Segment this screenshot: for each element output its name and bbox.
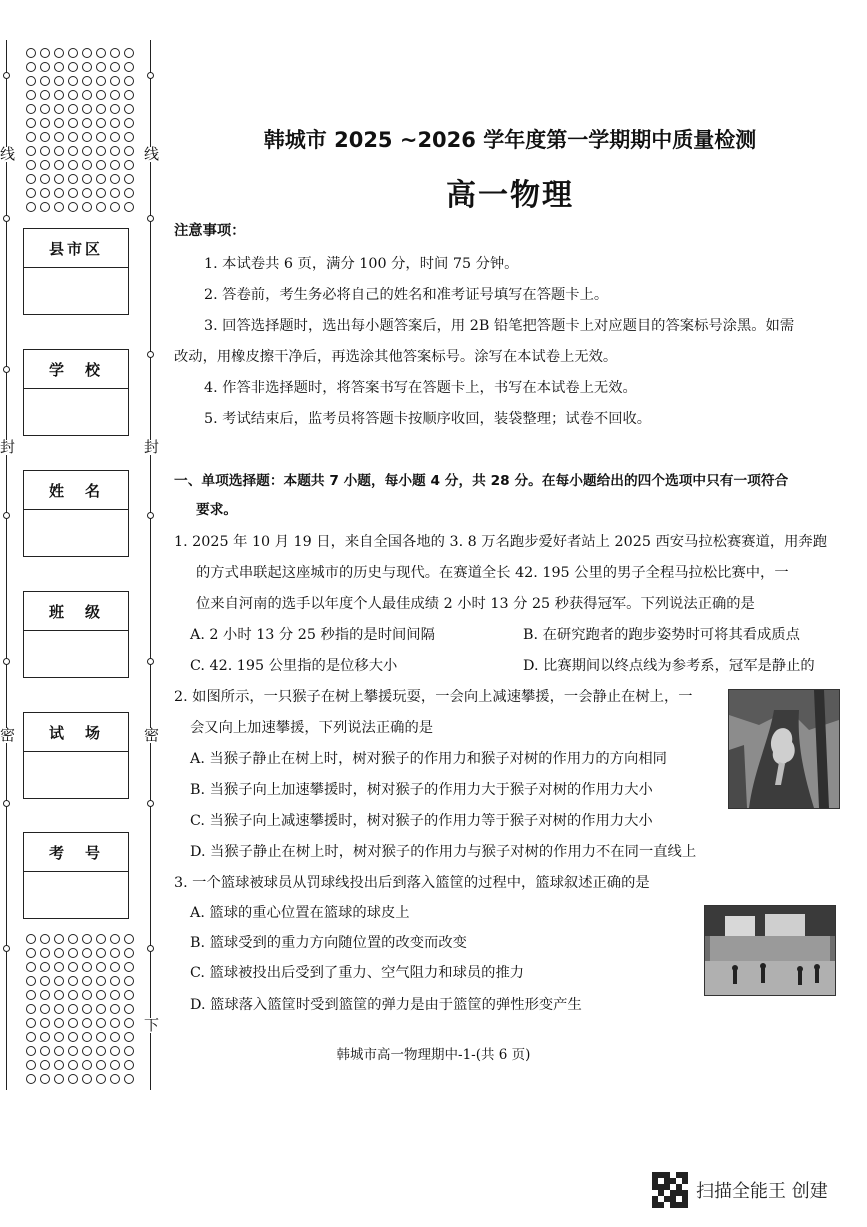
binding-dot [26,1074,36,1084]
binding-dot [26,146,36,156]
binding-line-left [6,40,7,1090]
binding-dot [54,188,64,198]
binding-dot [124,118,134,128]
binding-dot [26,62,36,72]
binding-dot [54,962,64,972]
binding-dot [110,132,120,142]
binding-dot [26,948,36,958]
binding-dot [26,76,36,86]
binding-hole [3,366,10,373]
q2-stem: 会又向上加速攀援，下列说法正确的是 [190,720,434,736]
binding-dot [124,976,134,986]
binding-dot [82,948,92,958]
binding-dot [96,104,106,114]
binding-dot [54,976,64,986]
binding-dot [40,1032,50,1042]
binding-dot [68,104,78,114]
binding-dot [26,188,36,198]
binding-hole [147,72,154,79]
q2-stem: 2. 如图所示，一只猴子在树上攀援玩耍，一会向上减速攀援，一会静止在树上，一 [174,689,693,705]
monkey-tree-image [729,690,839,808]
binding-char-feng: 封 [144,438,160,456]
binding-dot [96,990,106,1000]
binding-dot [82,76,92,86]
note-item: 2. 答卷前，考生务必将自己的姓名和准考证号填写在答题卡上。 [204,287,609,303]
binding-dot [68,160,78,170]
binding-dot [96,174,106,184]
binding-dot [110,160,120,170]
binding-dot [54,118,64,128]
subject-title: 高一物理 [446,178,574,213]
binding-dot [110,1018,120,1028]
binding-dot [40,188,50,198]
note-item: 3. 回答选择题时，选出每小题答案后，用 2B 铅笔把答题卡上对应题目的答案标号涂黑。如需 [204,318,795,334]
binding-dot [40,48,50,58]
binding-hole [3,658,10,665]
binding-dot [40,1074,50,1084]
binding-dot [26,132,36,142]
binding-dot [40,174,50,184]
binding-dot [54,934,64,944]
binding-dot [124,76,134,86]
q3-option-d: D. 篮球落入篮筐时受到篮筐的弹力是由于篮筐的弹性形变产生 [190,997,582,1013]
binding-dot [96,62,106,72]
field-exam-room [23,712,129,799]
binding-dot [26,90,36,100]
binding-dot [96,188,106,198]
binding-hole [147,658,154,665]
basketball-court-image [705,906,835,995]
binding-dot [124,1074,134,1084]
q1-option-b: B. 在研究跑者的跑步姿势时可将其看成质点 [523,627,800,643]
binding-dot [54,90,64,100]
field-county-label: 县市区 [24,229,128,268]
q2-option-c: C. 当猴子向上减速攀援时，树对猴子的作用力等于猴子对树的作用力大小 [190,813,653,829]
binding-dot [96,90,106,100]
monkey-tree-photo [728,689,840,809]
binding-dot [110,934,120,944]
binding-dot [68,1004,78,1014]
q2-option-d: D. 当猴子静止在树上时，树对猴子的作用力与猴子对树的作用力不在同一直线上 [190,844,697,860]
binding-dot [26,976,36,986]
notes-heading: 注意事项： [174,223,246,239]
binding-dot [40,1004,50,1014]
binding-dot [124,62,134,72]
binding-dot [68,146,78,156]
binding-dot [110,202,120,212]
binding-dot [82,1004,92,1014]
binding-dot [124,48,134,58]
field-school [23,349,129,436]
binding-dot [110,188,120,198]
binding-dot [26,1032,36,1042]
binding-dot [110,118,120,128]
binding-dot [110,146,120,156]
binding-dot [54,948,64,958]
binding-dot [40,146,50,156]
watermark-text: 扫描全能王 创建 [696,1181,828,1202]
binding-char-xia: 下 [144,1016,160,1034]
binding-dot [40,160,50,170]
binding-dot [68,1032,78,1042]
binding-dot [110,976,120,986]
binding-char-xian: 线 [144,145,160,163]
note-item: 1. 本试卷共 6 页，满分 100 分，时间 75 分钟。 [204,256,519,272]
binding-dot [26,962,36,972]
binding-dot [96,1004,106,1014]
binding-dot [96,160,106,170]
binding-dot [54,146,64,156]
binding-dot [124,174,134,184]
binding-dot [96,48,106,58]
binding-dot [82,962,92,972]
binding-dot [124,934,134,944]
binding-dot [68,90,78,100]
field-class-label: 班 级 [24,592,128,631]
binding-dot [68,62,78,72]
binding-dot [110,76,120,86]
binding-dot [110,48,120,58]
binding-hole [3,512,10,519]
binding-dot [26,1004,36,1014]
binding-dot [26,990,36,1000]
binding-dot [68,948,78,958]
binding-dot [54,160,64,170]
binding-dot [124,962,134,972]
q1-option-c: C. 42. 195 公里指的是位移大小 [190,658,398,674]
note-item: 5. 考试结束后，监考员将答题卡按顺序收回，装袋整理；试卷不回收。 [204,411,652,427]
binding-dot [96,1032,106,1042]
binding-dot [26,104,36,114]
binding-dot [124,90,134,100]
binding-dot [82,1018,92,1028]
binding-dot [82,174,92,184]
binding-dot [96,132,106,142]
binding-dot [124,1032,134,1042]
binding-dot [68,202,78,212]
binding-dot [82,160,92,170]
binding-char-mi: 密 [0,726,16,744]
binding-dot [54,990,64,1000]
binding-dot [40,104,50,114]
binding-dot [26,202,36,212]
scanner-watermark [652,1172,828,1208]
binding-dot [54,104,64,114]
binding-dot [82,202,92,212]
section-heading-cont: 要求。 [196,502,238,518]
binding-dot [40,962,50,972]
field-exam-room-label: 试 场 [24,713,128,752]
binding-char-feng: 封 [0,438,16,456]
binding-dot [54,132,64,142]
q3-option-b: B. 篮球受到的重力方向随位置的改变而改变 [190,935,467,951]
binding-dot [40,62,50,72]
binding-dot [40,90,50,100]
binding-dot [54,1032,64,1042]
binding-hole [3,800,10,807]
binding-dot [54,48,64,58]
binding-dot [68,76,78,86]
binding-dot [124,990,134,1000]
field-exam-number [23,832,129,919]
binding-dot [68,48,78,58]
binding-hole [3,72,10,79]
binding-dot [26,174,36,184]
binding-dot [110,962,120,972]
field-name-label: 姓 名 [24,471,128,510]
binding-dot [96,1074,106,1084]
binding-dot [124,104,134,114]
field-name [23,470,129,557]
binding-dot [96,76,106,86]
q1-stem: 1. 2025 年 10 月 19 日，来自全国各地的 3. 8 万名跑步爱好者站上 2025 西安马拉松赛赛道，用奔跑 [174,534,828,550]
binding-dot [82,188,92,198]
binding-dot [68,174,78,184]
note-item: 改动，用橡皮擦干净后，再选涂其他答案标号。涂写在本试卷上无效。 [174,349,618,365]
binding-dot [82,118,92,128]
binding-hole [147,215,154,222]
binding-dot [110,90,120,100]
binding-dot [54,1074,64,1084]
exam-title: 韩城市 2025 ~2026 学年度第一学期期中质量检测 [263,128,757,152]
binding-dot [82,990,92,1000]
binding-dot [40,990,50,1000]
binding-dot [40,132,50,142]
binding-dot [68,990,78,1000]
binding-dot [54,1004,64,1014]
binding-dot [54,62,64,72]
qr-module [682,1202,688,1208]
binding-dot [96,962,106,972]
q3-option-a: A. 篮球的重心位置在篮球的球皮上 [190,905,410,921]
binding-dot [68,1018,78,1028]
field-exam-number-label: 考 号 [24,833,128,872]
binding-hole [3,945,10,952]
binding-dot [82,976,92,986]
binding-dot [96,202,106,212]
binding-dot [110,104,120,114]
binding-char-mi: 密 [144,726,160,744]
field-school-label: 学 校 [24,350,128,389]
binding-dot [110,990,120,1000]
binding-dot [82,1074,92,1084]
binding-dot [82,104,92,114]
field-county [23,228,129,315]
binding-dot [68,188,78,198]
binding-dot [82,132,92,142]
binding-dot [82,934,92,944]
binding-dot [110,1004,120,1014]
binding-dot [110,62,120,72]
binding-dot [26,934,36,944]
binding-dot [54,202,64,212]
binding-dot [96,1018,106,1028]
q3-stem: 3. 一个篮球被球员从罚球线投出后到落入篮筐的过程中，篮球叙述正确的是 [174,875,650,891]
binding-dot [124,948,134,958]
binding-dot [40,948,50,958]
binding-dot [68,132,78,142]
binding-dot [26,160,36,170]
binding-dot [40,976,50,986]
binding-dots-top [24,46,136,214]
binding-dot [68,962,78,972]
binding-dot [82,90,92,100]
note-item: 4. 作答非选择题时，将答案书写在答题卡上，书写在本试卷上无效。 [204,380,637,396]
binding-dot [124,1018,134,1028]
binding-dot [96,976,106,986]
binding-dot [40,202,50,212]
binding-dot [68,118,78,128]
binding-line-right [150,40,151,1090]
binding-hole [147,351,154,358]
binding-dot [40,934,50,944]
binding-dot [124,146,134,156]
binding-dot [124,132,134,142]
basketball-photo [704,905,836,996]
section-heading: 一、单项选择题：本题共 7 小题，每小题 4 分，共 28 分。在每小题给出的四个选项中只有一项符合 [174,473,789,489]
binding-hole [147,800,154,807]
binding-dot [26,48,36,58]
q3-option-c: C. 篮球被投出后受到了重力、空气阻力和球员的推力 [190,965,525,981]
binding-dot [40,1018,50,1028]
q2-option-b: B. 当猴子向上加速攀援时，树对猴子的作用力大于猴子对树的作用力大小 [190,782,653,798]
binding-dot [124,188,134,198]
binding-hole [3,215,10,222]
binding-dot [54,174,64,184]
q2-option-a: A. 当猴子静止在树上时，树对猴子的作用力和猴子对树的作用力的方向相同 [190,751,667,767]
binding-dot [26,1018,36,1028]
q1-stem: 位来自河南的选手以年度个人最佳成绩 2 小时 13 分 25 秒获得冠军。下列说法正确的是 [196,596,755,612]
binding-dot [82,62,92,72]
binding-dot [96,948,106,958]
binding-dot [124,1004,134,1014]
binding-dot [82,1032,92,1042]
binding-dot [96,146,106,156]
binding-dot [110,1032,120,1042]
binding-dot [68,1074,78,1084]
field-class [23,591,129,678]
qr-code-icon [652,1172,688,1208]
binding-char-xian: 线 [0,145,16,163]
binding-dot [124,202,134,212]
binding-dot [110,948,120,958]
binding-hole [147,512,154,519]
binding-dot [96,934,106,944]
binding-dot [68,934,78,944]
binding-dot [40,118,50,128]
binding-hole [147,945,154,952]
q1-option-d: D. 比赛期间以终点线为参考系，冠军是静止的 [523,658,815,674]
binding-dot [96,118,106,128]
binding-dot [54,1018,64,1028]
binding-dot [110,174,120,184]
q1-stem: 的方式串联起这座城市的历史与现代。在赛道全长 42. 195 公里的男子全程马拉松比赛中，一 [196,565,789,581]
binding-dot [54,76,64,86]
binding-dot [82,146,92,156]
binding-dot [68,976,78,986]
binding-dot [40,76,50,86]
binding-dot [26,118,36,128]
q1-option-a: A. 2 小时 13 分 25 秒指的是时间间隔 [190,627,435,643]
binding-dot [82,48,92,58]
binding-dot [124,160,134,170]
binding-dot [110,1074,120,1084]
page-footer: 韩城市高一物理期中-1-(共 6 页) [336,1047,531,1063]
